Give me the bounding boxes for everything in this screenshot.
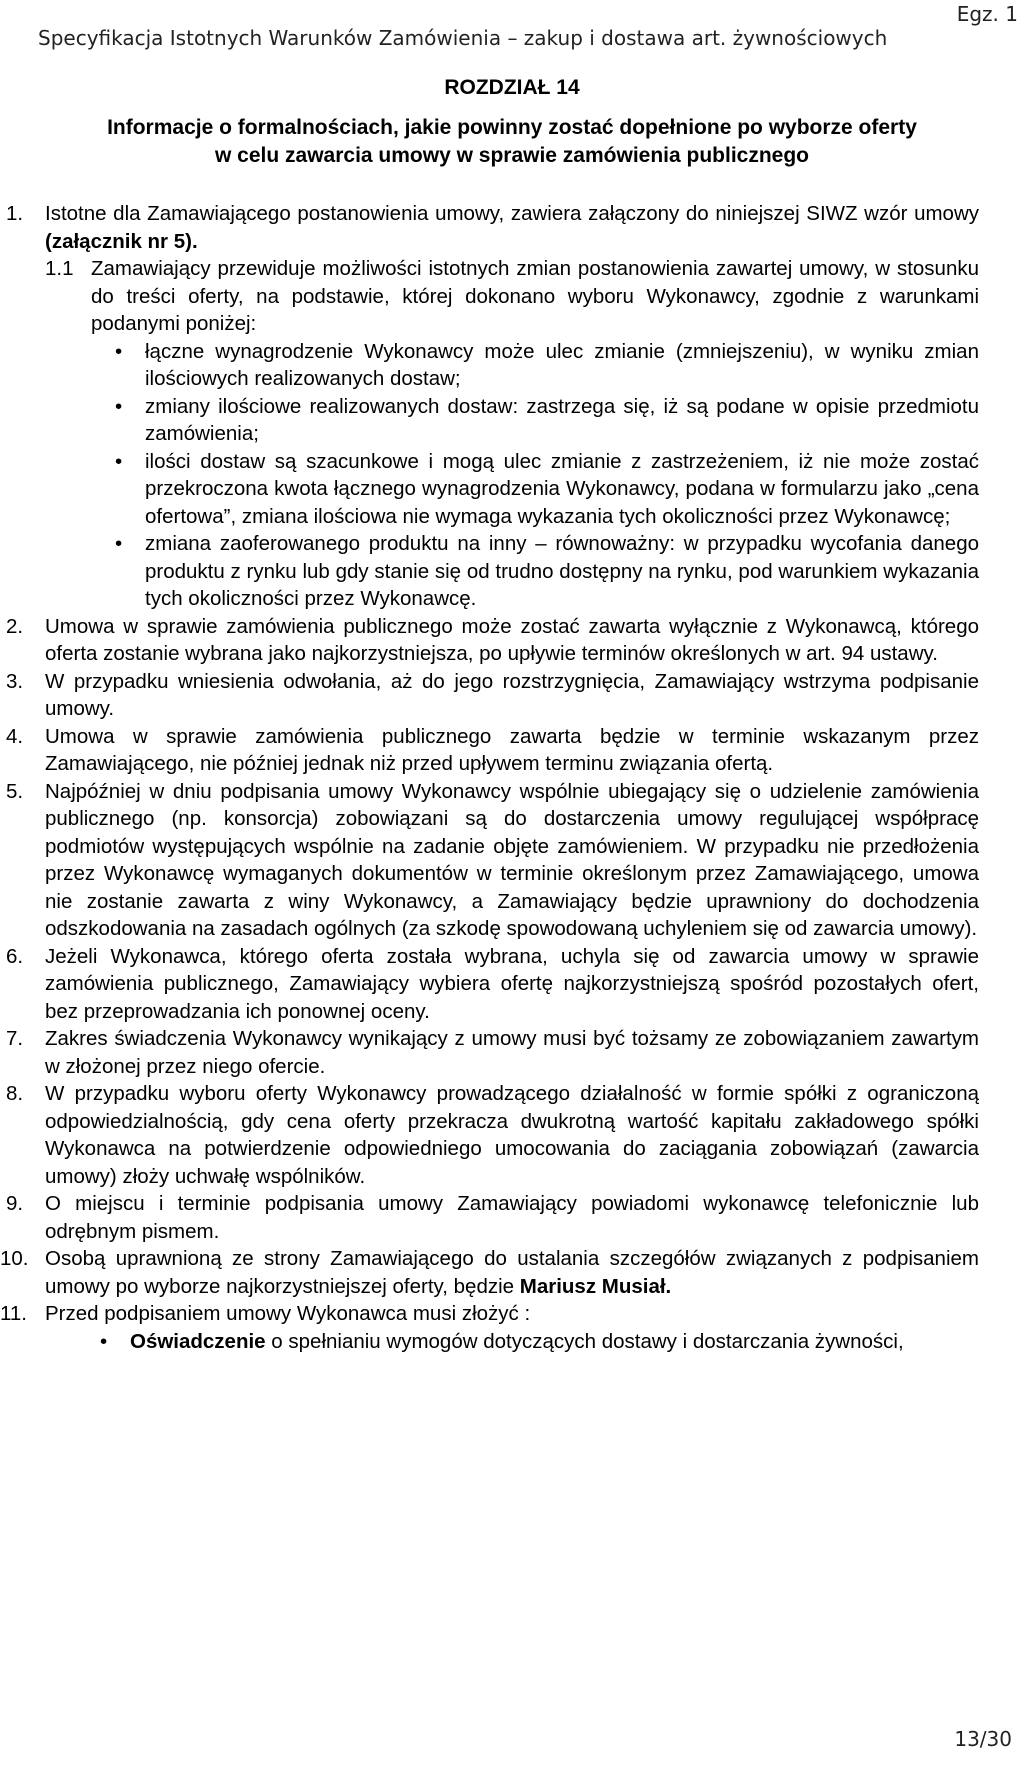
list-item-10 <box>0 1245 979 1300</box>
item-text: W przypadku wyboru oferty Wykonawcy prowadzącego działalność w formie spółki z ograniczoną odpowiedzialnością, gdy cena oferty przekracza dwukrotną wartość kapitału zakładowego spółki Wykonawca na potwierdzenie odpowiedniego umocowania do zaciągania zobowiązań (zawarcia umowy) złoży uchwałę wspólników. <box>45 1082 979 1188</box>
list-item-7 <box>0 1025 979 1080</box>
item-bold-text: (załącznik nr 5). <box>45 229 198 253</box>
item-text: W przypadku wniesienia odwołania, aż do jego rozstrzygnięcia, Zamawiający wstrzyma podpisanie umowy. <box>45 669 979 720</box>
item-text: Przed podpisaniem umowy Wykonawca musi złożyć : <box>45 1302 531 1325</box>
list-item-8 <box>0 1080 979 1190</box>
item-text: Zakres świadczenia Wykonawcy wynikający z umowy musi być tożsamy ze zobowiązaniem zawartym w złożonej przez niego ofercie. <box>45 1027 979 1078</box>
item-number: 9. <box>6 1192 24 1215</box>
bullet-icon: • <box>115 532 123 555</box>
list-item-1-1 <box>0 255 979 338</box>
item-text: Osobą uprawnioną ze strony Zamawiającego do ustalania szczegółów związanych z podpisaniem umowy po wyborze najkorzystniejszej oferty, będzie <box>45 1247 979 1298</box>
list-item-9 <box>0 1190 979 1245</box>
list-item-1 <box>0 200 979 255</box>
chapter-title-line2: w celu zawarcia umowy w sprawie zamówienia publicznego <box>215 144 809 167</box>
chapter-label: ROZDZIAŁ 14 <box>444 76 580 99</box>
bullet-item <box>0 530 979 613</box>
list-item-2 <box>0 613 979 668</box>
item-number: 2. <box>6 614 24 638</box>
bullet-text: zmiana zaoferowanego produktu na inny – równoważny: w przypadku wycofania danego produktu z rynku lub gdy stanie się od trudno dostępny na rynku, pod warunkiem wykazania tych okoliczności przez Wykonawcę. <box>145 532 979 610</box>
bullet-text: o spełnianiu wymogów dotyczących dostawy i dostarczania żywności, <box>265 1329 904 1353</box>
item-number: 1.1 <box>45 257 74 280</box>
document-body <box>0 200 1024 1355</box>
list-item-5 <box>0 778 979 943</box>
bullet-text: zmiany ilościowe realizowanych dostaw: zastrzega się, iż są podane w opisie przedmiotu zamówienia; <box>145 394 979 445</box>
item-text: Umowa w sprawie zamówienia publicznego może zostać zawarta wyłącznie z Wykonawcą, którego oferta zostanie wybrana jako najkorzystniejsza, po upływie terminów określonych w art. 94 ustawy. <box>45 614 979 665</box>
bullet-bold-text: Oświadczenie <box>130 1329 266 1353</box>
bullet-icon: • <box>100 1329 108 1353</box>
item-text: O miejscu i terminie podpisania umowy Zamawiający powiadomi wykonawcę telefonicznie lub odrębnym pismem. <box>45 1192 979 1243</box>
bullet-item <box>0 448 979 531</box>
list-item-3 <box>0 668 979 723</box>
bullet-text: ilości dostaw są szacunkowe i mogą ulec zmianie z zastrzeżeniem, iż nie może zostać przekroczona kwota łącznego wynagrodzenia Wykonawcy, podana w formularzu jako „cena ofertowa”, zmiana ilościowa nie wymaga wykazania tych okoliczności przez Wykonawcę; <box>145 449 979 528</box>
item-number: 1. <box>6 202 24 225</box>
item-text: Umowa w sprawie zamówienia publicznego zawarta będzie w terminie wskazanym przez Zamawiającego, nie później jednak niż przed upływem terminu związania ofertą. <box>45 724 979 775</box>
item-number: 11. <box>0 1302 27 1325</box>
item-bold-text: Mariusz Musiał. <box>519 1274 672 1298</box>
item-number: 10. <box>0 1247 29 1270</box>
list-item-4 <box>0 723 979 778</box>
bullet-item <box>0 393 979 448</box>
item-number: 6. <box>6 944 24 968</box>
item-text: Zamawiający przewiduje możliwości istotnych zmian postanowienia zawartej umowy, w stosunku do treści oferty, na podstawie, której dokonano wyboru Wykonawcy, zgodnie z warunkami podanymi poniżej: <box>91 257 979 335</box>
item-number: 8. <box>6 1082 24 1105</box>
bullet-item <box>0 1328 979 1356</box>
bullet-icon: • <box>115 339 123 363</box>
item-text: Najpóźniej w dniu podpisania umowy Wykonawcy wspólnie ubiegający się o udzielenie zamówienia publicznego (np. konsorcja) zobowiązani są do dostarczenia umowy regulującej współpracę podmiotów występujących wspólnie na zadanie objęte zamówieniem. W przypadku nie przedłożenia przez Wykonawcę wymaganych dokumentów w terminie określonym przez Zamawiającego, umowa nie zostanie zawarta z winy Wykonawcy, a Zamawiający będzie uprawniony do dochodzenia odszkodowania na zasadach ogólnych (za szkodę spowodowaną uchyleniem się od zawarcia umowy). <box>45 779 979 940</box>
bullet-icon: • <box>115 394 123 418</box>
item-number: 4. <box>6 724 24 748</box>
list-item-6 <box>0 943 979 1026</box>
bullet-text: łączne wynagrodzenie Wykonawcy może ulec zmianie (zmniejszeniu), w wyniku zmian ilościowych realizowanych dostaw; <box>145 339 979 390</box>
item-number: 5. <box>6 779 24 803</box>
chapter-title-line1: Informacje o formalnościach, jakie powinny zostać dopełnione po wyborze oferty <box>107 116 917 139</box>
bullet-item <box>0 338 979 393</box>
item-number: 3. <box>6 669 24 693</box>
item-number: 7. <box>6 1027 24 1050</box>
copy-mark: Egz. 1 <box>956 2 1018 26</box>
bullet-icon: • <box>115 449 123 473</box>
running-header: Specyfikacja Istotnych Warunków Zamówienia – zakup i dostawa art. żywnościowych <box>38 26 888 50</box>
item-text: Istotne dla Zamawiającego postanowienia umowy, zawiera załączony do niniejszej SIWZ wzór umowy <box>45 202 979 225</box>
page-number: 13/30 <box>954 1727 1012 1751</box>
item-text: Jeżeli Wykonawca, którego oferta została wybrana, uchyla się od zawarcia umowy w sprawie zamówienia publicznego, Zamawiający wybiera ofertę najkorzystniejszą spośród pozostałych ofert, bez przeprowadzania ich ponownej oceny. <box>45 944 979 1023</box>
chapter-title <box>0 114 1024 170</box>
list-item-11 <box>0 1300 979 1328</box>
